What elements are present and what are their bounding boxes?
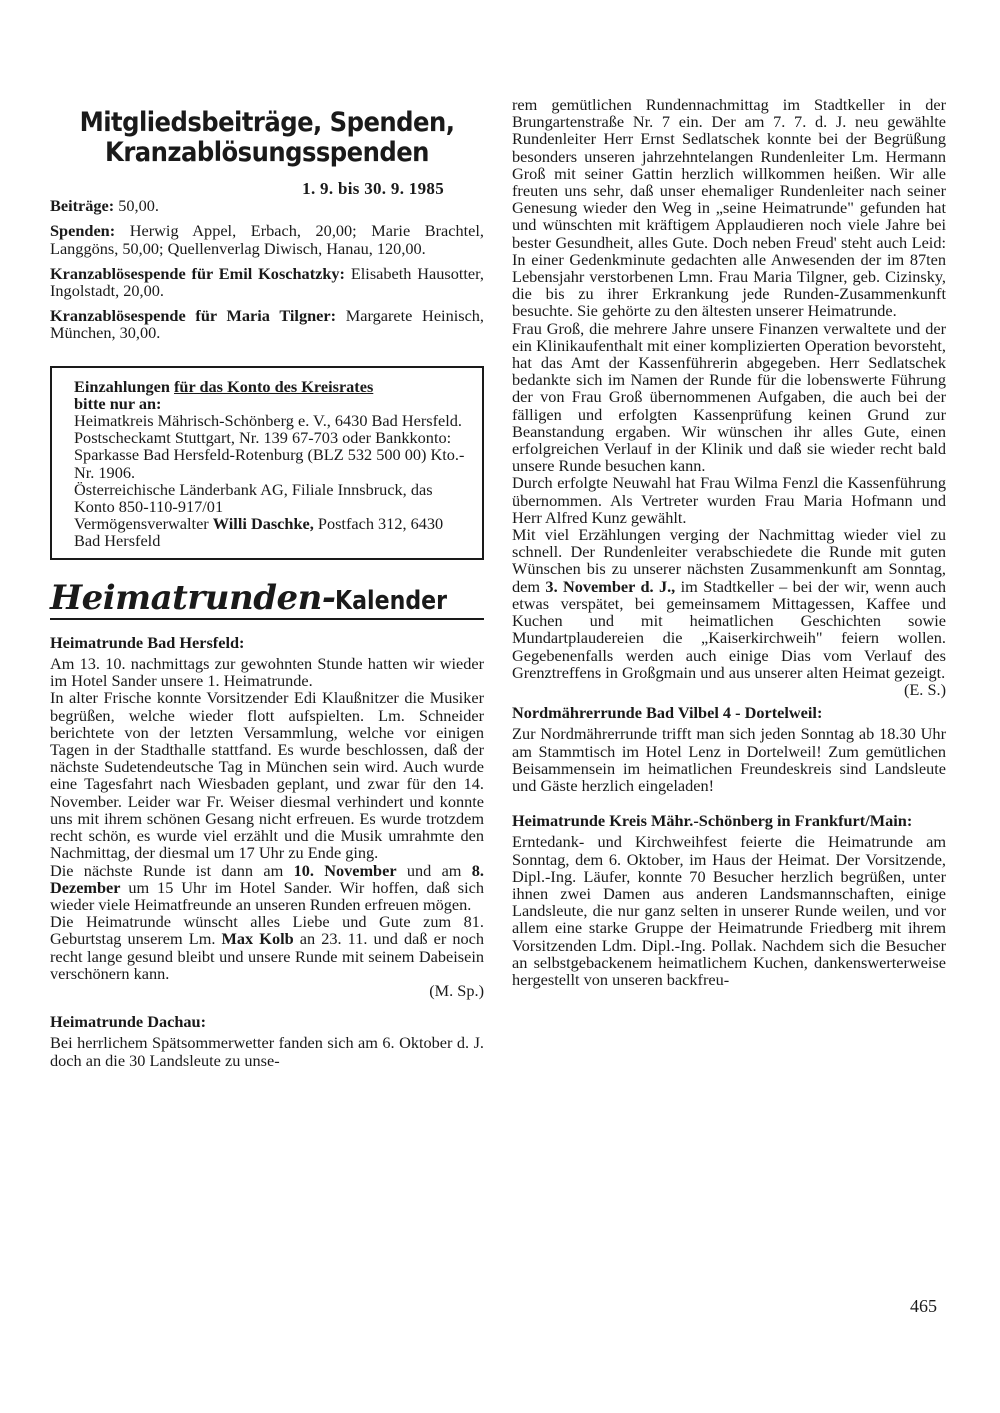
spenden-text: Herwig Appel, Erbach, 20,00; Marie Brachtel, Langgöns, 50,00; Quellenverlag Diwisch, Hanau, 120,00. <box>50 221 484 258</box>
kranz2-text: Margarete Heinisch, München, 30,00. <box>50 306 485 343</box>
right-p1: rem gemütlichen Rundennachmittag im Stadtkeller in der Brungartenstraße Nr. 7 ein. Der am 7. 7. d. J. neu gewählte Rundenleiter Herr Ernst Sedlatschek konnte bei der Begrüßung besonders unseren jahrzehntelangen Rundenleiter Lm. Hermann Groß mit seiner Gattin herzlich willkommen heißen. Wir alle freuten uns sehr, daß unser ehemaliger Rundenleiter nach seiner Genesung wieder den Weg in „seine Heimatrunde" gefunden hat und wünschten mit kräftigem Applaudieren noch viele Jahre bei bester Gesundheit, alles Gute. Doch neben Freud' steht auch Leid: In einer Gedenkminute gedachten alle Anwesenden der im 87ten Lebensjahr verstorbenen Lmn. Frau Maria Tilgner, geb. Cizinsky, die bis zu ihrer Erkrankung jede Runden-Zusammenkunft besuchte. Sie gehörte zu den ältesten unserer Heimatrunde. <box>512 95 946 321</box>
box-heading-b: für das Konto des Kreisrates <box>174 376 374 396</box>
vilbel-title: Nordmährerrunde Bad Vilbel 4 - Dortelweil: <box>512 703 823 723</box>
box-line-2: Postscheckamt Stuttgart, Nr. 139 67-703 oder Bankkonto: Sparkasse Bad Hersfeld-Rotenburg (BLZ 532 500 00) Kto.-Nr. 1906. <box>74 428 465 482</box>
frankfurt-title: Heimatrunde Kreis Mähr.-Schönberg in Frankfurt/Main: <box>512 811 913 831</box>
spenden-paragraph <box>50 222 484 256</box>
right-p4 <box>512 526 946 681</box>
kranz1-paragraph <box>50 265 484 299</box>
kranz2-label: Kranzablösespende für Maria Tilgner: <box>50 306 337 326</box>
hersfeld-signature: (M. Sp.) <box>429 980 484 1000</box>
hersfeld-p2: In alter Frische konnte Vorsitzender Edi Klaußnitzer die Musiker begrüßen, welche wieder flott aufspielten. Lm. Schneider berichtete von der letzten Versammlung, welche vor einigen Tagen in der Stadthalle stattfand. Es wurde beschlossen, daß der nächste Sudetendeutsche Tag in München sein wird. Auch wurde eine Tagesfahrt nach Wiesbaden geplant, und zwar für den 14. November. Leider war Fr. Weiser diesmal verhindert und konnte uns mit ihrem schönen Gesang nicht erfreuen. Es wurde trotzdem recht schön, es wurde viel erzählt und die Musik umrahmte den Nachmittag, der diesmal um 17 Uhr zu Ende ging. <box>50 688 484 863</box>
right-p2: Frau Groß, die mehrere Jahre unsere Finanzen verwaltete und der ein Klinikaufenthalt mit einer komplizierten Operation bevorsteht, hat das Amt der Kassenführerin abgegeben. Herr Sedlatschek bedankte sich im Namen der Runde für die lobenswerte Führung der von Frau Groß übernommenen Aufgaben, die auch bei der fälligen und erfolgten Kassenprüfung keinen Grund zur Beanstandung ergaben. Wir wünschen ihr alles Gute, einen erfolgreichen Verlauf in der Klinik und daß sie wieder recht bald unsere Runde besuchen kann. <box>512 318 946 476</box>
box-line-4 <box>74 515 472 549</box>
box-line-3: Österreichische Länderbank AG, Filiale Innsbruck, das Konto 850-110-917/01 <box>74 479 433 517</box>
box-line-1: Heimatkreis Mährisch-Schönberg e. V., 6430 Bad Hersfeld. <box>74 411 462 431</box>
hersfeld-title: Heimatrunde Bad Hersfeld: <box>50 632 245 652</box>
box-line-4a: Vermögensverwalter <box>74 514 213 534</box>
kalender-heading <box>50 577 484 620</box>
kalender-script: Heimatrunden- <box>50 577 336 618</box>
frankfurt-p1: Erntedank- und Kirchweihfest feierte die Heimatrunde am Sonntag, dem 6. Oktober, im Haus der Heimat. Der Vorsitzende, Dipl.-Ing. Läufer, konnte 70 Besucher herzlich begrüßen, unter ihnen zwei Damen aus anderen Landsmannschaften, einige Landsleute, die nur ganz selten in unserer Runde weilen, und vor allem eine starke Gruppe der Heimatrunde Friedberg mit ihrem Vorsitzenden Ldm. Dipl.-Ing. Pollak. Nachdem sich die Besucher an selbstgebackenem heimatlichem Kuchen, dankenswerterweise hergestellt von unseren backfreu- <box>512 832 946 989</box>
vilbel-p1: Zur Nordmährerrunde trifft man sich jeden Sonntag ab 18.30 Uhr am Stammtisch im Hotel Lenz in Dortelweil! Zum gemütlichen Beisammensein im heimatlichen Freundeskreis sind Landsleute und Gäste herzlich eingeladen! <box>512 724 946 795</box>
beitraege-paragraph <box>50 197 484 214</box>
box-line-4c: Postfach 312, 6430 Bad Hersfeld <box>74 514 444 551</box>
headline-line-2: Kranzablösungsspenden <box>105 137 429 168</box>
hersfeld-p3b: 10. November <box>293 860 397 880</box>
payment-info-box <box>50 366 484 560</box>
kalender-plain: Kalender <box>335 585 448 616</box>
right-p4c: im Stadtkeller – bei der wir, wenn auch etwas verspätet, bei gemeinsamem Mittagessen, Kaffee und Kuchen und mit heimatlichen Geschichten sowie Mundartplaudereien die „Kaiserkirchweih" feiern wollen. Gegebenenfalls werden auch einige Dias vom Verlauf des Grenztreffens in Großgmain und aus unserer alten Heimat gezeigt. <box>512 576 946 682</box>
box-heading <box>74 378 472 395</box>
hersfeld-p3d: 8. Dezember <box>50 860 484 897</box>
box-heading-c: bitte nur an: <box>74 393 162 413</box>
hersfeld-p4 <box>50 913 484 982</box>
left-column <box>50 96 484 1069</box>
date-range: 1. 9. bis 30. 9. 1985 <box>302 179 444 198</box>
spenden-label: Spenden: <box>50 221 116 241</box>
beitraege-label: Beiträge: <box>50 196 115 216</box>
hersfeld-p3 <box>50 862 484 914</box>
right-signature-1: (E. S.) <box>903 679 946 699</box>
kranz2-paragraph <box>50 307 484 341</box>
contributions-headline <box>72 108 463 168</box>
dachau-title: Heimatrunde Dachau: <box>50 1012 207 1032</box>
beitraege-text: 50,00. <box>114 196 159 216</box>
right-column <box>512 96 946 988</box>
box-line-4b: Willi Daschke, <box>212 514 314 534</box>
hersfeld-p3a: Die nächste Runde ist dann am <box>50 860 294 880</box>
page-number: 465 <box>910 1296 937 1316</box>
hersfeld-p4c: an 23. 11. und daß er noch recht lange gesund bleibt und unsere Runde mit seinem Dabeisein verschönern kann. <box>50 929 484 983</box>
hersfeld-p3c: und am <box>396 860 472 880</box>
kranz1-label: Kranzablösespende für Emil Koschatzky: <box>50 263 345 283</box>
kranz1-text: Elisabeth Hausotter, Ingolstadt, 20,00. <box>50 263 484 301</box>
hersfeld-p1: Am 13. 10. nachmittags zur gewohnten Stunde hatten wir wieder im Hotel Sander unsere 1. Heimatrunde. <box>50 654 484 691</box>
box-heading-a: Einzahlungen <box>74 376 174 396</box>
hersfeld-p4b: Max Kolb <box>221 929 294 949</box>
hersfeld-p3e: um 15 Uhr im Hotel Sander. Wir hoffen, daß sich wieder viele Heimatfreunde an unseren Runden erfreuen mögen. <box>50 877 484 914</box>
headline-line-1: Mitgliedsbeiträge, Spenden, <box>79 107 455 138</box>
hersfeld-p4a: Die Heimatrunde wünscht alles Liebe und Gute zum 81. Geburtstag unserem Lm. <box>50 912 484 949</box>
right-p4b: 3. November d. J., <box>545 576 676 596</box>
right-p4a: Mit viel Erzählungen verging der Nachmittag wieder viel zu schnell. Der Rundenleiter verabschiedete die Runde mit guten Wünschen bis zu unserer nächsten Zusammenkunft am Sonntag, dem <box>512 525 946 596</box>
right-p3: Durch erfolgte Neuwahl hat Frau Wilma Fenzl die Kassenführung übernommen. Als Vertreter wurden Frau Maria Hofmann und Herr Alfred Kunz gewählt. <box>512 473 946 527</box>
dachau-p1: Bei herrlichem Spätsommerwetter fanden sich am 6. Oktober d. J. doch an die 30 Landsleute zu unse- <box>50 1033 484 1070</box>
